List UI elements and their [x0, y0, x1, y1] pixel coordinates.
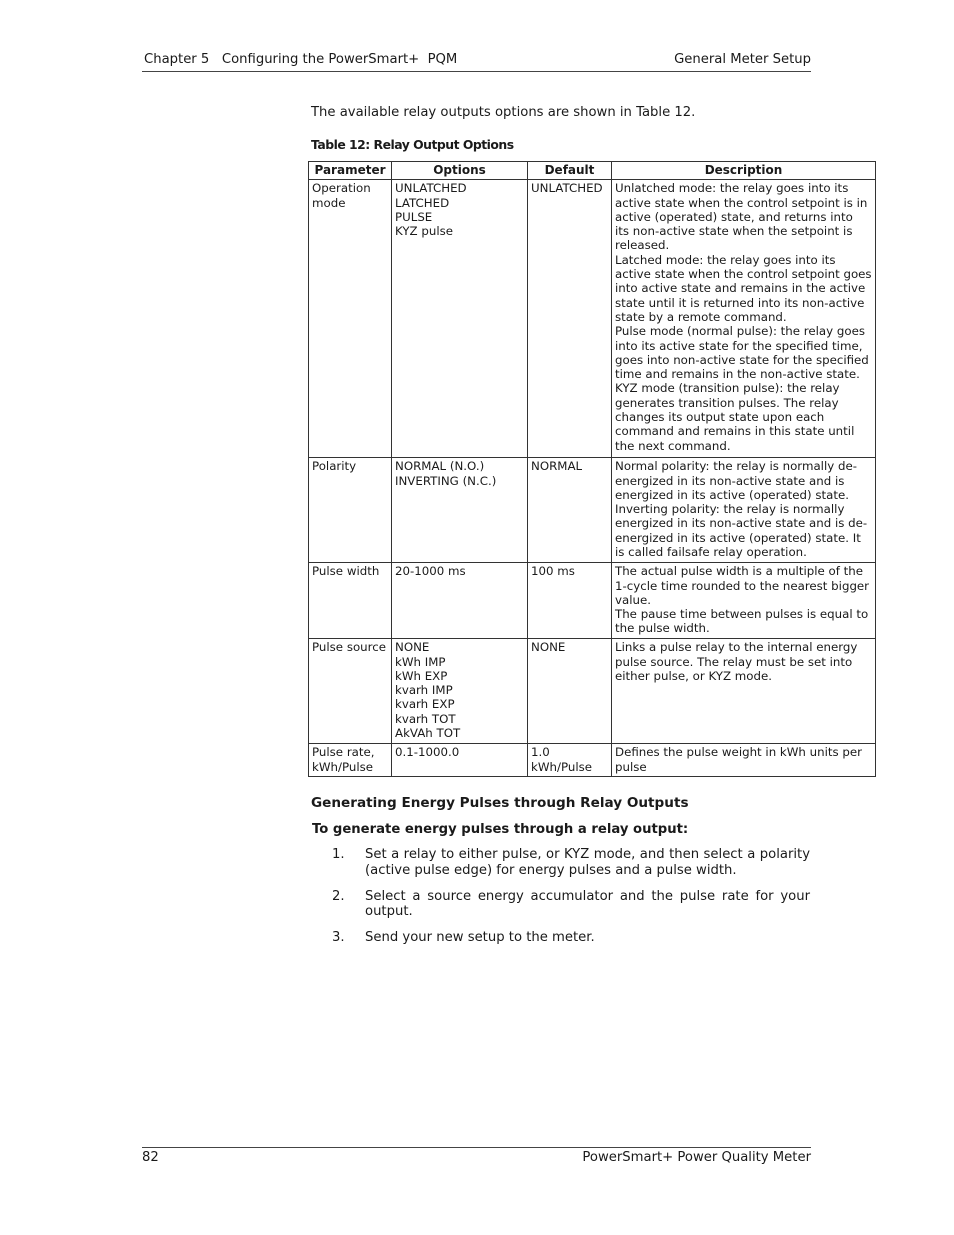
cell-line: INVERTING (N.C.): [395, 473, 497, 488]
options-cell: [392, 744, 528, 777]
cell-line: active state when the control setpoint is in: [615, 195, 868, 210]
cell-line: The pause time between pulses is equal to: [615, 607, 869, 622]
column-header: Description: [612, 162, 876, 180]
cell-line: LATCHED: [395, 195, 450, 210]
options-cell: [392, 563, 528, 639]
parameter-cell: [309, 458, 392, 563]
cell-line: Polarity: [312, 459, 357, 474]
cell-line: UNLATCHED: [395, 181, 467, 196]
intro-paragraph: The available relay outputs options are shown in Table 12.: [311, 105, 696, 120]
description-cell: [612, 744, 876, 777]
parameter-cell: [309, 744, 392, 777]
cell-line: 1-cycle time rounded to the nearest bigger: [615, 578, 870, 593]
description-cell: [612, 563, 876, 639]
cell-line: Pulse width: [312, 564, 380, 579]
cell-line: Pulse source: [312, 640, 386, 655]
cell-line: 1.0: [531, 745, 550, 760]
cell-line: kWh/Pulse: [312, 759, 374, 774]
default-cell: [528, 458, 612, 563]
cell-line: Unlatched mode: the relay goes into its: [615, 181, 849, 196]
table-row: [309, 639, 876, 744]
cell-line: KYZ mode (transition pulse): the relay: [615, 381, 840, 396]
cell-line: NORMAL (N.O.): [395, 459, 485, 474]
cell-line: goes into non-active state for the specified: [615, 352, 869, 367]
default-cell: [528, 563, 612, 639]
description-cell: [612, 639, 876, 744]
product-name: PowerSmart+ Power Quality Meter: [582, 1150, 811, 1165]
cell-line: energized in its non-active state and is: [615, 473, 845, 488]
default-cell: [528, 639, 612, 744]
cell-line: Links a pulse relay to the internal energy: [615, 640, 858, 655]
cell-line: the pulse width.: [615, 621, 710, 636]
cell-line: energized in its non-active state and is de-: [615, 516, 868, 531]
cell-line: active (operated) state, and returns into: [615, 209, 853, 224]
cell-line: mode: [312, 195, 346, 210]
cell-line: NONE: [395, 640, 430, 655]
cell-line: Defines the pulse weight in kWh units per: [615, 745, 863, 760]
cell-line: kWh EXP: [395, 668, 448, 683]
cell-line: UNLATCHED: [531, 181, 603, 196]
options-cell: [392, 639, 528, 744]
chapter-title: Chapter 5 Configuring the PowerSmart+ PQM: [144, 52, 458, 67]
table-row: [309, 458, 876, 563]
cell-line: Operation: [312, 181, 371, 196]
cell-line: state until it is returned into its non-active: [615, 295, 865, 310]
cell-line: Inverting polarity: the relay is normally: [615, 502, 845, 517]
parameter-cell: [309, 180, 392, 458]
cell-line: value.: [615, 592, 651, 607]
page-number: 82: [142, 1150, 159, 1165]
table-row: [309, 563, 876, 639]
cell-line: command and remains in this state until: [615, 424, 855, 439]
options-cell: [392, 180, 528, 458]
cell-line: time and remains in the non-active state.: [615, 367, 860, 382]
cell-line: AkVAh TOT: [395, 726, 461, 741]
default-cell: [528, 180, 612, 458]
cell-line: 100 ms: [531, 564, 575, 579]
procedure-step: [332, 889, 810, 921]
cell-line: into active state and remains in the active: [615, 281, 866, 296]
cell-line: pulse source. The relay must be set into: [615, 654, 853, 669]
section-name: General Meter Setup: [674, 52, 811, 67]
procedure-steps: [332, 847, 810, 956]
cell-line: Latched mode: the relay goes into its: [615, 252, 836, 267]
cell-line: energized in its active (operated) state.: [615, 487, 850, 502]
cell-line: pulse: [615, 759, 647, 774]
table-body: [309, 180, 876, 777]
column-header: Options: [392, 162, 528, 180]
description-cell: [612, 180, 876, 458]
parameter-cell: [309, 563, 392, 639]
cell-line: kWh/Pulse: [531, 759, 593, 774]
cell-line: NONE: [531, 640, 566, 655]
default-cell: [528, 744, 612, 777]
step-number: 3.: [332, 930, 345, 946]
cell-line: either pulse, or KYZ mode.: [615, 668, 773, 683]
cell-line: KYZ pulse: [395, 224, 453, 239]
cell-line: into its active state for the specified time,: [615, 338, 863, 353]
cell-line: Normal polarity: the relay is normally de-: [615, 459, 857, 474]
page-header: [142, 51, 811, 72]
procedure-title: To generate energy pulses through a relay output:: [312, 822, 689, 837]
cell-line: kWh IMP: [395, 654, 446, 669]
step-number: 1.: [332, 847, 345, 862]
procedure-step: [332, 930, 810, 946]
procedure-step: [332, 847, 810, 879]
parameter-cell: [309, 639, 392, 744]
table-row: [309, 180, 876, 458]
cell-line: 20-1000 ms: [395, 564, 466, 579]
cell-line: generates transition pulses. The relay: [615, 395, 839, 410]
table-row: [309, 744, 876, 777]
column-header: Parameter: [309, 162, 392, 180]
cell-line: PULSE: [395, 209, 433, 224]
cell-line: kvarh EXP: [395, 697, 455, 712]
cell-line: Pulse rate,: [312, 745, 375, 760]
step-text: Send your new setup to the meter.: [365, 930, 595, 946]
column-header: Default: [528, 162, 612, 180]
table-caption: Table 12: Relay Output Options: [311, 137, 514, 152]
step-text: Set a relay to either pulse, or KYZ mode, and then select a polarity (active pulse edge) for energy pulses and a pulse width.: [365, 847, 810, 878]
cell-line: kvarh IMP: [395, 683, 453, 698]
cell-line: its non-active state when the setpoint is: [615, 224, 853, 239]
table-header-row: [309, 162, 876, 180]
cell-line: released.: [615, 238, 670, 253]
cell-line: kvarh TOT: [395, 711, 456, 726]
cell-line: NORMAL: [531, 459, 583, 474]
cell-line: is called failsafe relay operation.: [615, 545, 807, 560]
cell-line: changes its output state upon each: [615, 410, 825, 425]
step-number: 2.: [332, 888, 345, 904]
section-title: Generating Energy Pulses through Relay Outputs: [311, 795, 689, 811]
cell-line: Pulse mode (normal pulse): the relay goes: [615, 324, 865, 339]
cell-line: active state when the control setpoint goes: [615, 267, 872, 282]
options-cell: [392, 458, 528, 563]
page-footer: [142, 1147, 811, 1165]
cell-line: 0.1-1000.0: [395, 745, 460, 760]
cell-line: state by a remote command.: [615, 309, 787, 324]
step-text: Select a source energy accumulator and the pulse rate for your output.: [365, 888, 810, 920]
cell-line: energized in its active (operated) state. It: [615, 530, 861, 545]
description-cell: [612, 458, 876, 563]
cell-line: The actual pulse width is a multiple of the: [615, 564, 863, 579]
cell-line: the next command.: [615, 438, 731, 453]
relay-output-options-table: [308, 161, 876, 777]
